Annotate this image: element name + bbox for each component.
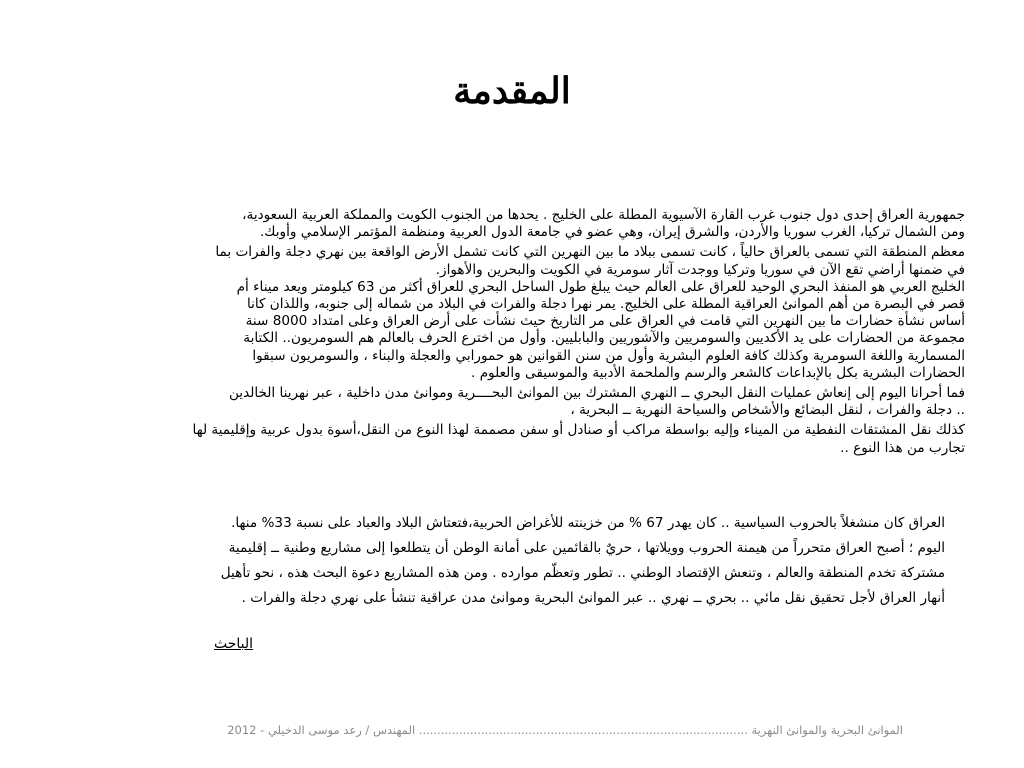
page-title: المقدمة xyxy=(453,70,571,112)
page-footer: الموانئ البحرية والموانئ النهرية .......................................................................................... المهندس / رعد موسى الدخيلي - 2012 xyxy=(227,723,903,737)
text-line: قصر في البصرة من أهم الموانئ العراقية المطلة على الخليج. يمر نهرا دجلة والفرات في البلاد من شماله إلى جنوبه، واللذان كانا xyxy=(246,296,965,313)
text-line: أساس نشأة حضارات ما بين النهرين التي قامت في العراق على مر التاريخ حيث نشأت على أرض العراق وعلى امتداد 8000 سنة xyxy=(245,313,965,330)
text-line: فما أحرانا اليوم إلى إنعاش عمليات النقل البحري ــ النهري المشترك بين الموانئ البحــــرية وموانئ مدن داخلية ، عبر نهرينا الخالدين xyxy=(228,385,965,402)
text-line: مشتركة تخدم المنطقة والعالم ، وتنعش الإقتصاد الوطني .. تطور وتعظّم موارده . ومن هذه المشاريع دعوة البحث هذه ، نحو تأهيل xyxy=(220,565,945,581)
text-line: كذلك نقل المشتقات النفطية من الميناء وإليه بواسطة مراكب أو صنادل أو سفن مصممة لهذا النوع من النقل،أسوة بدول عربية وإقليمية لها xyxy=(192,422,965,439)
paragraph-4 xyxy=(40,385,965,419)
text-line: ومن الشمال تركيا، الغرب سوريا والأردن، والشرق إيران، وهي عضو في جامعة الدول العربية ومنظمة المؤتمر الإسلامي وأوبك. xyxy=(259,224,965,241)
text-line: الخليج العربي هو المنفذ البحري الوحيد للعراق على العالم حيث يبلغ طول الساحل البحري للعراق أكثر من 63 كيلومتر ويعد ميناء أم xyxy=(236,278,965,295)
text-line: .. دجلة والفرات ، لنقل البضائع والأشخاص والسياحة النهرية ــ البحرية ، xyxy=(570,402,965,419)
text-line: اليوم ؛ أصبح العراق متحرراً من هيمنة الحروب وويلاتها ، حريٌ بالقائمين على أمانة الوطن أن يتطلعوا إلى مشاريع وطنية ــ إقليمية xyxy=(228,540,945,556)
paragraph-5 xyxy=(40,422,965,456)
body-text xyxy=(40,207,965,460)
text-line: تجارب من هذا النوع .. xyxy=(840,439,965,456)
text-line: العراق كان منشغلاً بالحروب السياسية .. كان يهدر 67 % من خزينته للأغراض الحربية،فتعتاش البلاد والعباد على نسبة 33% منها. xyxy=(231,515,945,531)
paragraph-3 xyxy=(40,279,965,382)
paragraph-2 xyxy=(40,244,965,278)
text-line: مجموعة من الحضارات على يد الأكديين والسومريين والآشوريين والبابليين. وأول من اخترع الحرف بالعالم هم السومريون.. الكتابة xyxy=(243,330,965,347)
text-line: أنهار العراق لأجل تحقيق نقل مائي .. بحري ــ نهري .. عبر الموانئ البحرية وموانئ مدن عراقية تنشأ على نهري دجلة والفرات . xyxy=(241,590,945,606)
text-line: الحضارات البشرية بكل بالإبداعات كالشعر والرسم والملحمة الأدبية والموسيقى والعلوم . xyxy=(471,364,965,381)
text-line: معظم المنطقة التي تسمى بالعراق حالياً ، كانت تسمى ببلاد ما بين النهرين التي كانت تشمل الأرض الواقعة بين نهري دجلة والفرات بما xyxy=(215,244,965,261)
author-signature: الباحث xyxy=(214,636,254,652)
text-line: المسمارية واللغة السومرية وكذلك كافة العلوم البشرية وأول من سنن القوانين هو حمورابي والعجلة والبناء ، والسومريون سبقوا xyxy=(252,347,965,364)
closing-paragraph xyxy=(40,511,945,611)
paragraph-1 xyxy=(40,207,965,241)
text-line: جمهورية العراق إحدى دول جنوب غرب القارة الآسيوية المطلة على الخليج . يحدها من الجنوب الكويت والمملكة العربية السعودية، xyxy=(242,207,965,223)
text-line: في ضمنها أراضي تقع الآن في سوريا وتركيا ووجدت آثار سومرية في الكويت والبحرين والأهواز. xyxy=(435,261,965,278)
